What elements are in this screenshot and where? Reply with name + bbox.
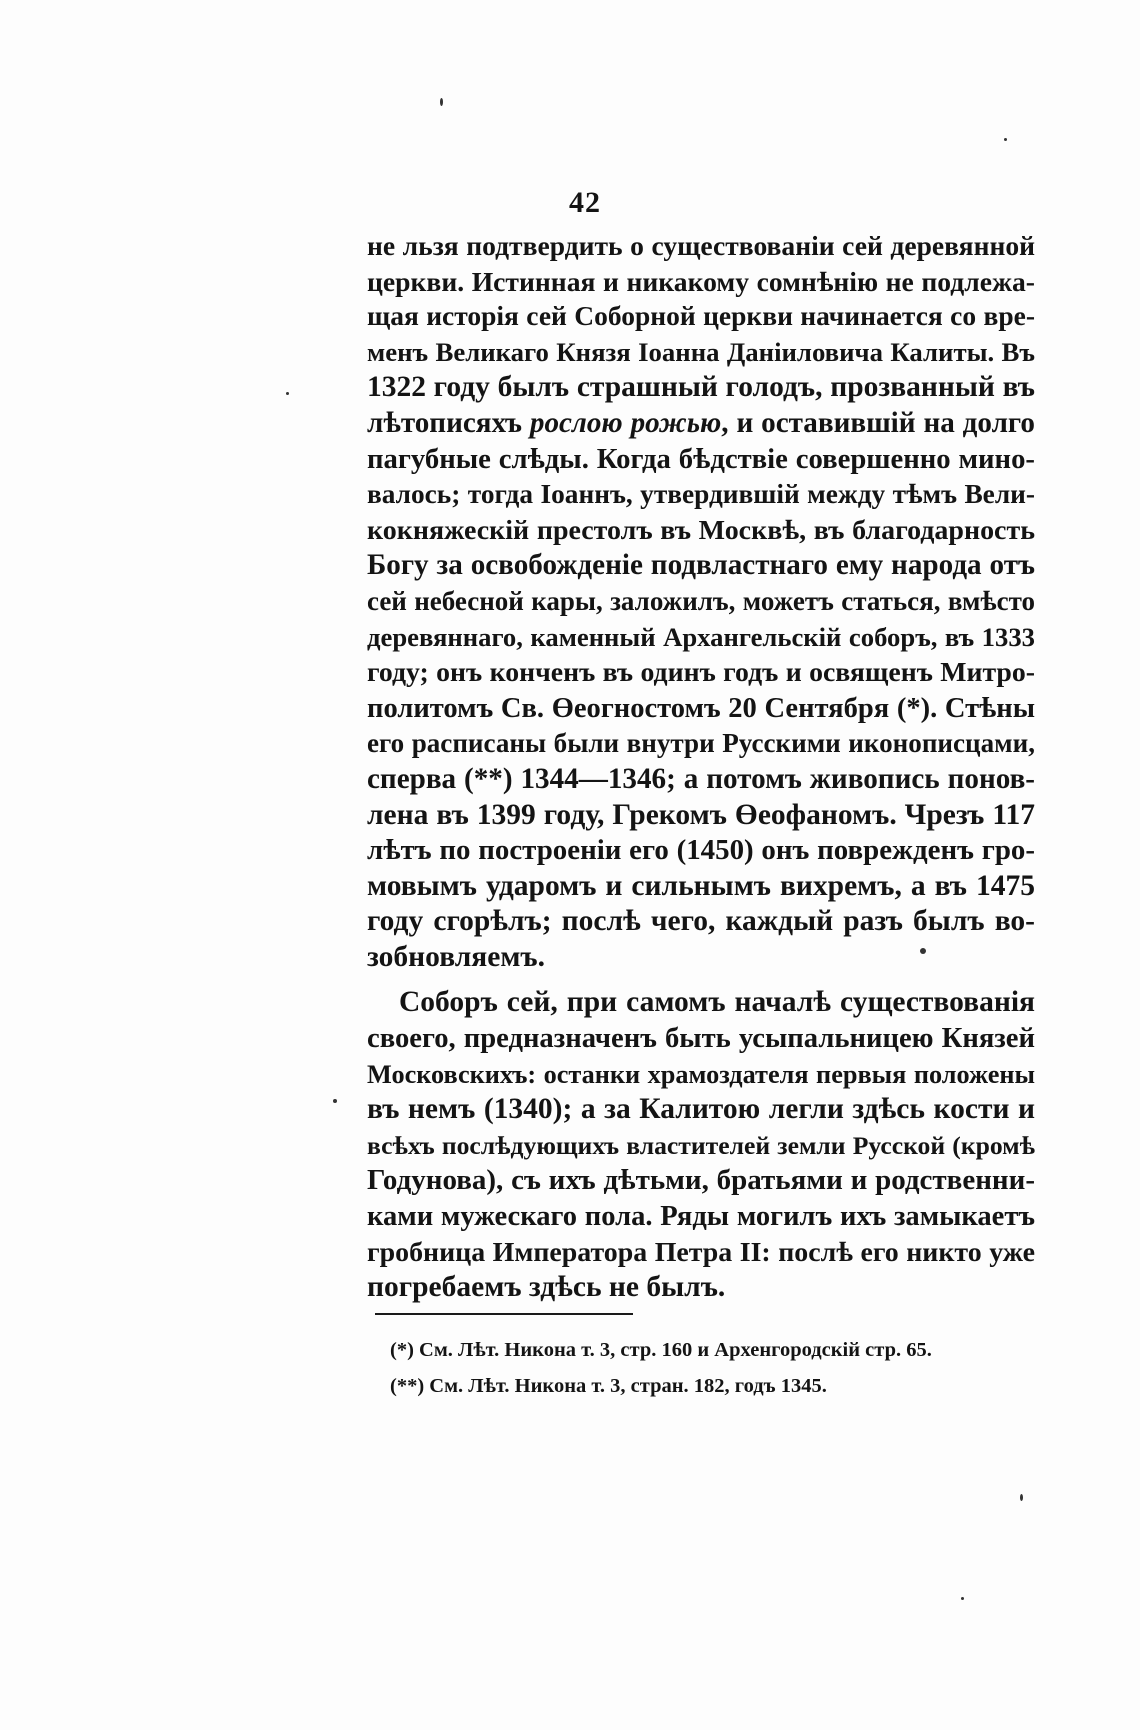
text-line: менъ Великаго Князя Іоанна Даніиловича Калиты. Въ — [367, 336, 1035, 367]
text-line: сперва (**) 1344—1346; а потомъ живопись понов- — [367, 762, 1035, 795]
footnotes — [390, 1332, 1040, 1404]
body-text — [367, 228, 1035, 1306]
text-line: погребаемъ здѣсь не былъ. — [367, 1271, 726, 1304]
print-speck — [440, 98, 443, 106]
text-line: году сгорѣлъ; послѣ чего, каждый разъ былъ во- — [367, 905, 1035, 938]
text-line: въ немъ (1340); а за Калитою легли здѣсь кости и — [367, 1093, 1035, 1126]
footnote-divider — [375, 1313, 633, 1315]
text-line: ками мужескаго пола. Ряды могилъ ихъ замыкаетъ — [367, 1201, 1035, 1233]
footnote: (*) См. Лѣт. Никона т. 3, стр. 160 и Архенгородскій стр. 65. — [390, 1339, 932, 1361]
print-speck — [1020, 1494, 1023, 1501]
text-line: щая исторія сей Соборной церкви начинается со вре- — [367, 301, 1035, 332]
text-line: его расписаны были внутри Русскими иконописцами, — [367, 728, 1035, 759]
print-speck — [286, 392, 289, 395]
text-line: деревяннаго, каменный Архангельскій соборъ, въ 1333 — [367, 621, 1035, 652]
text-line: лена въ 1399 году, Грекомъ Өеофаномъ. Чрезъ 117 — [367, 798, 1035, 831]
text-line: 1322 году былъ страшный голодъ, прозванный въ — [367, 371, 1035, 404]
page-number: 42 — [569, 186, 601, 219]
print-speck — [1004, 138, 1007, 141]
text-line: году; онъ конченъ въ одинъ годъ и освященъ Митро- — [367, 657, 1035, 689]
text-line: зобновляемъ. — [367, 940, 546, 973]
print-speck — [333, 1099, 337, 1103]
paragraph-gap — [367, 975, 1035, 985]
text-line: лѣтъ по построеніи его (1450) онъ поврежденъ гро- — [367, 834, 1035, 867]
text-line: всѣхъ послѣдующихъ властителей земли Русской (кромѣ — [367, 1130, 1035, 1160]
text-line: Соборъ сей, при самомъ началѣ существованія — [399, 986, 1035, 1019]
text-line: Московскихъ: останки храмоздателя первыя положены — [367, 1059, 1035, 1089]
text-line: мовымъ ударомъ и сильнымъ вихремъ, а въ 1475 — [367, 869, 1035, 902]
text-line: своего, предназначенъ быть усыпальницею Князей — [367, 1022, 1035, 1055]
text-line: политомъ Св. Өеогностомъ 20 Сентября (*). Стѣны — [367, 692, 1035, 724]
italic-phrase: рослою рожью — [529, 406, 722, 439]
print-speck — [920, 948, 926, 954]
text-line: Богу за освобожденіе подвластнаго ему народа отъ — [367, 549, 1035, 582]
text-line: валось; тогда Іоаннъ, утвердившій между тѣмъ Вели- — [367, 479, 1035, 510]
text-line: не льзя подтвердить о существованіи сей деревянной — [367, 230, 1035, 261]
print-speck — [961, 1597, 964, 1600]
text-line: гробница Императора Петра II: послѣ его никто уже — [367, 1236, 1035, 1268]
text-line: лѣтописяхъ рослою рожью, и оставившій на долго — [367, 406, 1035, 439]
text-line: Годунова), съ ихъ дѣтьми, братьями и родственни- — [367, 1164, 1035, 1197]
text-line: церкви. Истинная и никакому сомнѣнію не подлежа- — [367, 265, 1035, 297]
text-line: сей небесной кары, заложилъ, можетъ статься, вмѣсто — [367, 585, 1035, 616]
text-line: кокняжескій престолъ въ Москвѣ, въ благодарность — [367, 514, 1035, 546]
text-line: пагубные слѣды. Когда бѣдствіе совершенно мино- — [367, 442, 1035, 475]
footnote: (**) См. Лѣт. Никона т. 3, стран. 182, годъ 1345. — [390, 1375, 827, 1397]
